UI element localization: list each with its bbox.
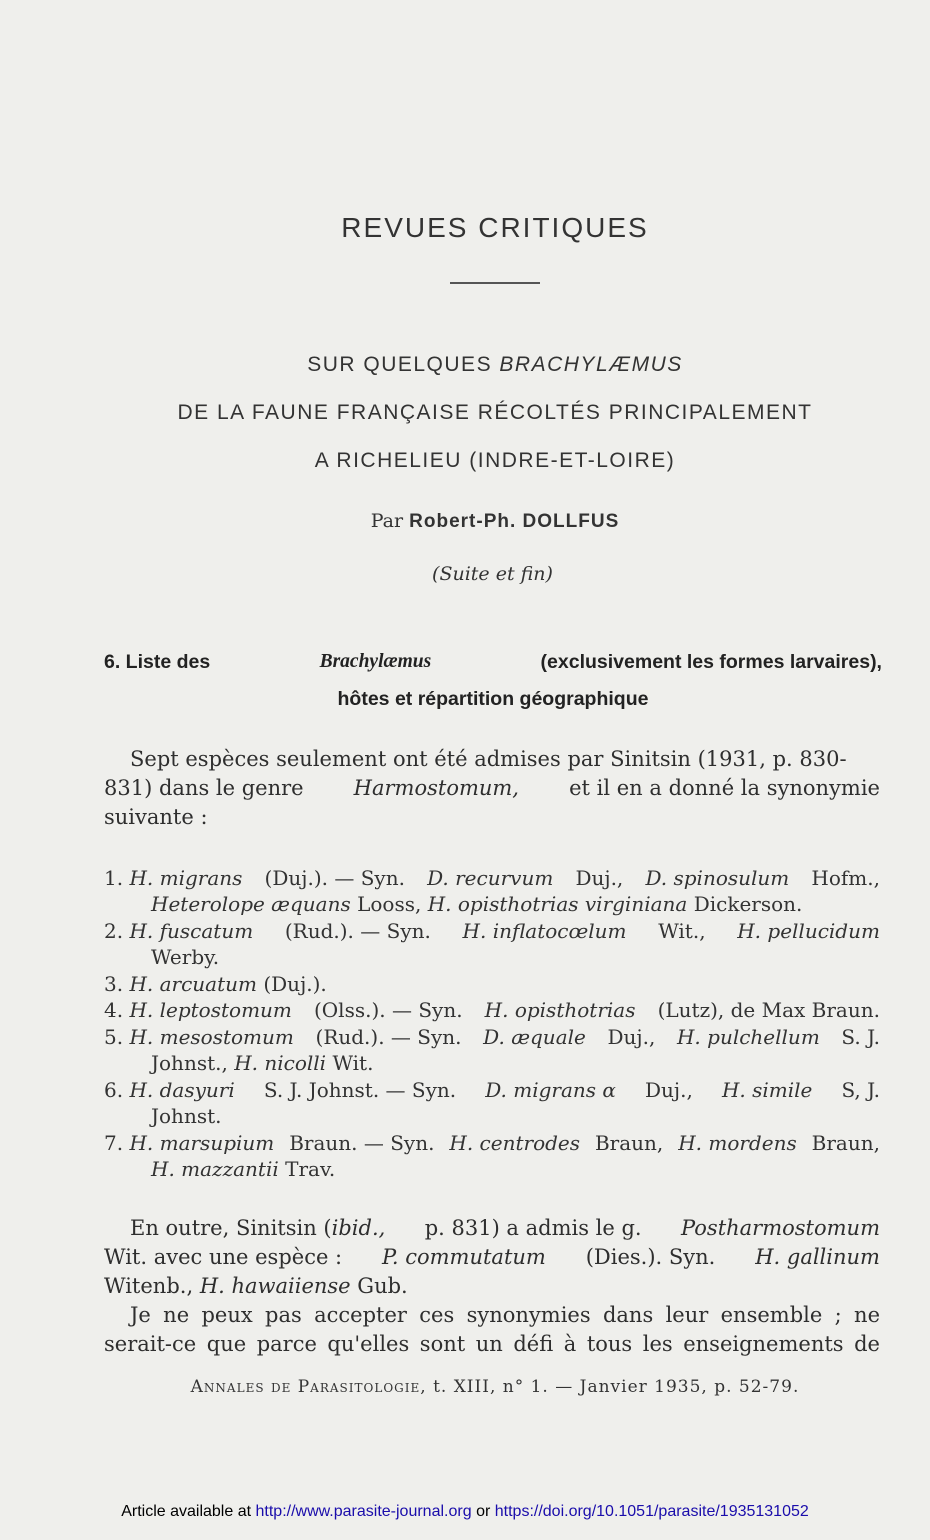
journal-link[interactable]: http://www.parasite-journal.org <box>255 1503 472 1520</box>
synonym-authority: Trav. <box>285 1157 336 1181</box>
p2-line-2 <box>104 1243 880 1272</box>
item-number: 6. <box>104 1078 124 1102</box>
p2-ibid: ibid., <box>331 1216 386 1240</box>
synonym-authority: Braun, <box>594 1131 664 1155</box>
species-authority: (Rud.). — Syn. <box>284 919 431 943</box>
synonym: D. æquale <box>483 1025 586 1049</box>
species-authority: (Olss.). — Syn. <box>313 998 463 1022</box>
synonym: Heterolope æquans <box>151 892 351 916</box>
doi-link[interactable]: https://doi.org/10.1051/parasite/1935131052 <box>494 1503 809 1520</box>
paragraph-2 <box>104 1214 880 1359</box>
item-number: 5. <box>104 1025 124 1049</box>
title-text: SUR QUELQUES <box>307 353 493 376</box>
list-item-continuation <box>151 1050 927 1076</box>
species-authority: (Duj.). <box>263 972 327 996</box>
synonym-authority: Duj., <box>575 866 624 890</box>
section-heading-line-2: hôtes et répartition géographique <box>337 688 649 710</box>
synonym: H. opisthotrias <box>484 998 636 1022</box>
list-item <box>104 971 880 997</box>
journal-citation <box>0 1377 930 1397</box>
list-item <box>104 1024 880 1050</box>
p2-text: Wit. avec une espèce : <box>104 1245 343 1269</box>
p1-line-1: Sept espèces seulement ont été admises par Sinitsin (1931, p. 830- <box>130 747 847 771</box>
species-name: H. migrans <box>129 866 243 890</box>
list-item-continuation: Werby. <box>151 945 220 969</box>
p2-genus: Postharmostomum <box>681 1216 880 1240</box>
p3-line-2: serait-ce que parce qu'elles sont un défi à tous les enseignements de <box>104 1332 880 1356</box>
p1-line-3: suivante : <box>104 805 208 829</box>
section-heading-line-1 <box>104 651 882 674</box>
p3-line-1: Je ne peux pas accepter ces synonymies dans leur ensemble ; ne <box>130 1303 880 1327</box>
p1-genus: Harmostomum, <box>353 776 519 800</box>
synonym-authority: Hofm., <box>811 866 880 890</box>
list-item-continuation <box>151 1156 927 1182</box>
synonym-authority: Looss, <box>357 892 422 916</box>
species-authority: S. J. Johnst. — Syn. <box>263 1078 457 1102</box>
species-name: H. arcuatum <box>129 972 257 996</box>
journal-name: Annales de Parasitologie, <box>190 1377 427 1397</box>
synonym-authority: Dickerson. <box>693 892 803 916</box>
item-number: 2. <box>104 919 124 943</box>
heading-text-c: (exclusivement les formes larvaires), <box>540 651 882 673</box>
synonym: H. mazzantii <box>151 1157 279 1181</box>
list-item-continuation <box>151 891 841 917</box>
synonym-authority: Braun, <box>811 1131 880 1155</box>
synonym: D. spinosulum <box>645 866 790 890</box>
item-number: 3. <box>104 972 124 996</box>
paragraph-1 <box>104 745 880 832</box>
access-notice <box>0 1503 930 1521</box>
article-title-line-3: A RICHELIEU (INDRE-ET-LOIRE) <box>314 449 676 472</box>
p2-line-3 <box>104 1272 880 1301</box>
title-genus: BRACHYLÆMUS <box>499 353 683 376</box>
section-title: REVUES CRITIQUES <box>341 212 649 243</box>
list-item <box>104 997 880 1023</box>
article-title-line-1 <box>0 353 930 377</box>
species-name: H. dasyuri <box>129 1078 235 1102</box>
synonym: H. pulchellum <box>676 1025 820 1049</box>
p2-text: Gub. <box>357 1274 408 1298</box>
author-name: Robert-Ph. DOLLFUS <box>409 511 620 532</box>
p2-species: H. hawaiiense <box>199 1274 351 1298</box>
synonym-authority: Wit. <box>332 1051 374 1075</box>
continuation-note: (Suite et fin) <box>432 563 553 585</box>
species-name: H. fuscatum <box>129 919 254 943</box>
item-number: 7. <box>104 1131 124 1155</box>
list-item <box>104 865 880 891</box>
species-name: H. marsupium <box>129 1131 275 1155</box>
p2-text: En outre, Sinitsin ( <box>130 1216 332 1240</box>
species-authority: Braun. — Syn. <box>289 1131 435 1155</box>
synonym-authority: Johnst., <box>151 1051 228 1075</box>
item-number: 4. <box>104 998 124 1022</box>
p2-line-1 <box>104 1214 880 1243</box>
synonym: H. mordens <box>678 1131 797 1155</box>
p2-species: H. gallinum <box>755 1245 880 1269</box>
p1-text: 831) dans le genre <box>104 776 304 800</box>
list-item <box>104 918 880 944</box>
citation-details: t. XIII, n° 1. — Janvier 1935, p. 52-79. <box>433 1377 800 1397</box>
p2-species: P. commutatum <box>382 1245 546 1269</box>
access-prefix: Article available at <box>121 1503 252 1520</box>
synonym: H. inflatocœlum <box>462 919 627 943</box>
p2-text: p. 831) a admis le g. <box>424 1216 642 1240</box>
synonym: H. centrodes <box>449 1131 581 1155</box>
species-authority: (Rud.). — Syn. <box>315 1025 462 1049</box>
synonym-authority: S, J. <box>841 1078 880 1102</box>
heading-genus: Brachylæmus <box>319 651 432 672</box>
species-authority: (Duj.). — Syn. <box>264 866 405 890</box>
list-item <box>104 1077 880 1103</box>
article-title-line-2: DE LA FAUNE FRANÇAISE RÉCOLTÉS PRINCIPALEMENT <box>177 401 813 424</box>
synonym: H. pellucidum <box>737 919 880 943</box>
heading-text-a: 6. Liste des <box>104 651 211 673</box>
synonym-authority: (Lutz), de Max Braun. <box>657 998 880 1022</box>
item-number: 1. <box>104 866 124 890</box>
synonym: D. recurvum <box>427 866 554 890</box>
author-prefix: Par <box>370 510 404 532</box>
synonym: H. nicolli <box>234 1051 327 1075</box>
synonym-authority: S. J. <box>841 1025 880 1049</box>
species-name: H. leptostomum <box>129 998 292 1022</box>
author-line <box>0 510 930 533</box>
list-item-continuation: Johnst. <box>151 1104 222 1128</box>
synonym: H. simile <box>721 1078 813 1102</box>
title-divider <box>450 282 540 284</box>
species-name: H. mesostomum <box>129 1025 294 1049</box>
synonym: D. migrans α <box>485 1078 616 1102</box>
synonym-authority: Duj., <box>607 1025 656 1049</box>
p1-line-2 <box>104 774 880 803</box>
p2-text: Witenb., <box>104 1274 194 1298</box>
synonym: H. opisthotrias virginiana <box>427 892 688 916</box>
synonym-authority: Wit., <box>658 919 706 943</box>
synonym-authority: Duj., <box>645 1078 693 1102</box>
list-item <box>104 1130 880 1156</box>
access-mid: or <box>476 1503 491 1520</box>
p2-text: (Dies.). Syn. <box>585 1245 716 1269</box>
p1-text: et il en a donné la synonymie <box>569 776 880 800</box>
